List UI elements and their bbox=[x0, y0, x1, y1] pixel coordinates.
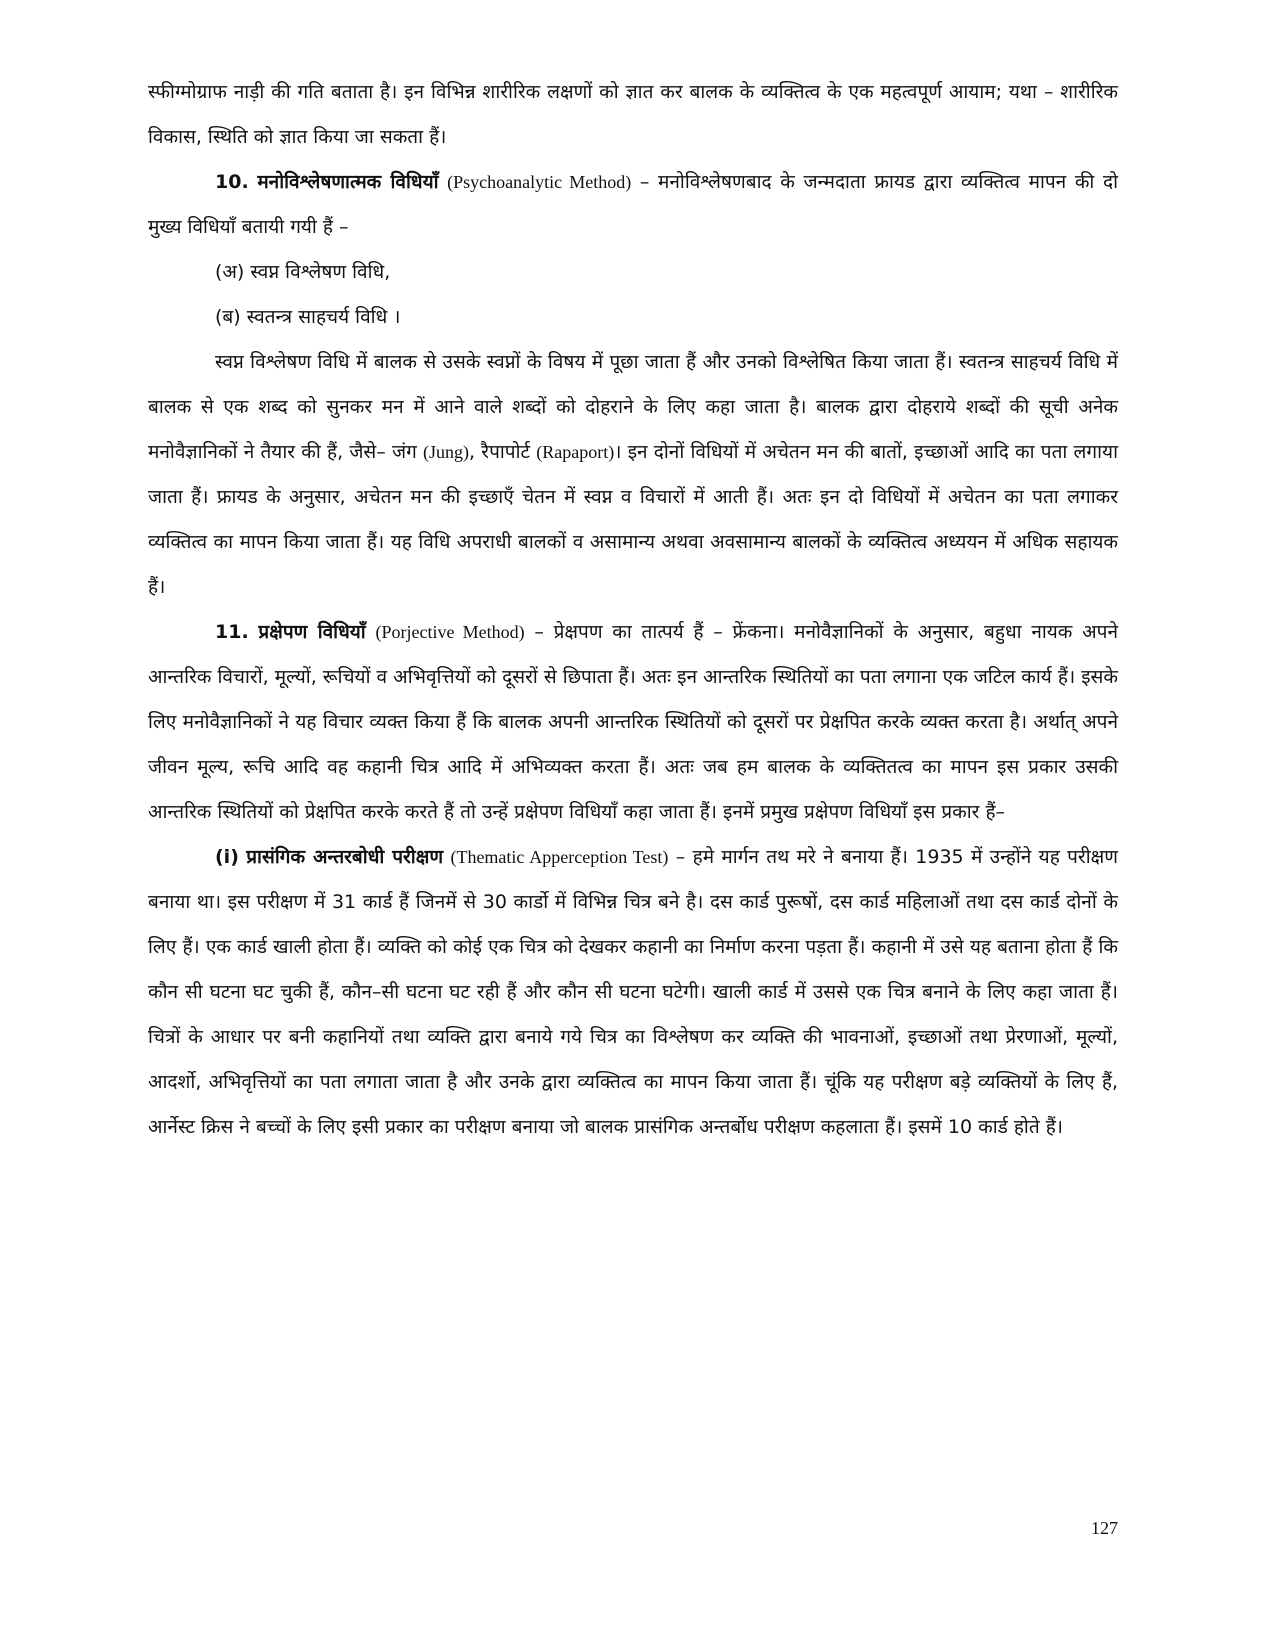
tat-english-term: (Thematic Apperception Test) bbox=[450, 847, 669, 867]
section-10-english-term: (Psychoanalytic Method) bbox=[447, 172, 632, 192]
section-10-heading: मनोविश्लेषणात्मक विधियाँ bbox=[257, 171, 439, 193]
tat-number: (i) bbox=[215, 846, 239, 868]
document-page bbox=[148, 70, 1118, 1150]
section-10-number: 10. bbox=[215, 171, 249, 193]
section-11-text: – प्रेक्षपण का तात्पर्य हैं – फ्रेंकना। मनोवैज्ञानिकों के अनुसार, बहुधा नायक अपने आन्तरिक विचारों, मूल्यों, रूचियों व अभिवृत्तियों को दूसरों से छिपाता हैं। अतः इन आन्तरिक स्थितियों का पता लगाना एक जटिल कार्य हैं। इसके लिए मनोवैज्ञानिकों ने यह विचार व्यक्त किया हैं कि बालक अपनी आन्तरिक स्थितियों को दूसरों पर प्रेक्षपित करके व्यक्त करता है। अर्थात् अपने जीवन मूल्य, रूचि आदि वह कहानी चित्र आदि में अभिव्यक्त करता हैं। अतः जब हम बालक के व्यक्तितत्व का मापन इस प्रकार उसकी आन्तरिक स्थितियों को प्रेक्षपित करके करते हैं तो उन्हें प्रक्षेपण विधियाँ कहा जाता हैं। इनमें प्रमुख प्रक्षेपण विधियाँ इस प्रकार हैं– bbox=[148, 621, 1118, 823]
rapaport-term: (Rapaport) bbox=[536, 442, 615, 462]
dream-text-2: , रैपापोर्ट bbox=[469, 441, 537, 463]
intro-paragraph: स्फीग्मोग्राफ नाड़ी की गति बताता है। इन विभिन्न शारीरिक लक्षणों को ज्ञात कर बालक के व्यक्तित्व के एक महत्वपूर्ण आयाम; यथा – शारीरिक विकास, स्थिति को ज्ञात किया जा सकता हैं। bbox=[148, 81, 1118, 148]
section-11-paragraph bbox=[148, 610, 1118, 835]
list-item-b: (ब) स्वतन्त्र साहचर्य विधि । bbox=[215, 306, 401, 328]
tat-heading: प्रासंगिक अन्तरबोधी परीक्षण bbox=[246, 846, 444, 868]
section-11-english-term: (Porjective Method) bbox=[375, 622, 525, 642]
jung-term: (Jung) bbox=[423, 442, 470, 462]
page-number: 127 bbox=[1091, 1518, 1118, 1538]
list-item-a: (अ) स्वप्न विश्लेषण विधि, bbox=[215, 261, 391, 283]
dream-text-3: । इन दोनों विधियों में अचेतन मन की बातों, इच्छाओं आदि का पता लगाया जाता हैं। फ्रायड के अनुसार, अचेतन मन की इच्छाएँ चेतन में स्वप्न व विचारों में आती हैं। अतः इन दो विधियों में अचेतन का पता लगाकर व्यक्तित्व का मापन किया जाता हैं। यह विधि अपराधी बालकों व असामान्य अथवा अवसामान्य बालकों के व्यक्तित्व अध्ययन में अधिक सहायक हैं। bbox=[148, 441, 1118, 598]
section-10-paragraph bbox=[148, 160, 1118, 250]
tat-paragraph bbox=[148, 835, 1118, 1150]
section-11-heading: प्रक्षेपण विधियाँ bbox=[258, 621, 366, 643]
section-10-text: – मनोविश्लेषणबाद के जन्मदाता फ्रायड द्वारा व्यक्तित्व मापन की दो मुख्य विधियाँ बतायी गयी हैं – bbox=[148, 171, 1118, 238]
dream-analysis-paragraph bbox=[148, 340, 1118, 610]
tat-text: – हमे मार्गन तथ मरे ने बनाया हैं। 1935 में उन्होंने यह परीक्षण बनाया था। इस परीक्षण में 31 कार्ड हैं जिनमें से 30 कार्डो में विभिन्न चित्र बने है। दस कार्ड पुरूषों, दस कार्ड महिलाओं तथा दस कार्ड दोनों के लिए हैं। एक कार्ड खाली होता हैं। व्यक्ति को कोई एक चित्र को देखकर कहानी का निर्माण करना पड़ता हैं। कहानी में उसे यह बताना होता हैं कि कौन सी घटना घट चुकी हैं, कौन–सी घटना घट रही हैं और कौन सी घटना घटेगी। खाली कार्ड में उससे एक चित्र बनाने के लिए कहा जाता हैं। चित्रों के आधार पर बनी कहानियों तथा व्यक्ति द्वारा बनाये गये चित्र का विश्लेषण कर व्यक्ति की भावनाओं, इच्छाओं तथा प्रेरणाओं, मूल्यों, आदर्शो, अभिवृत्तियों का पता लगाता जाता है और उनके द्वारा व्यक्तित्व का मापन किया जाता हैं। चूंकि यह परीक्षण बड़े व्यक्तियों के लिए हैं, आर्नेस्ट क्रिस ने बच्चों के लिए इसी प्रकार का परीक्षण बनाया जो बालक प्रासंगिक अन्तर्बोध परीक्षण कहलाता हैं। इसमें 10 कार्ड होते हैं। bbox=[148, 846, 1118, 1138]
section-11-number: 11. bbox=[215, 621, 249, 643]
dream-text-1: स्वप्न विश्लेषण विधि में बालक से उसके स्वप्नों के विषय में पूछा जाता हैं और उनको विश्लेषित किया जाता हैं। स्वतन्त्र साहचर्य विधि में बालक से एक शब्द को सुनकर मन में आने वाले शब्दों को दोहराने के लिए कहा जाता है। बालक द्वारा दोहराये शब्दों की सूची अनेक मनोवैज्ञानिकों ने तैयार की हैं, जैसे– जंग bbox=[148, 351, 1118, 463]
